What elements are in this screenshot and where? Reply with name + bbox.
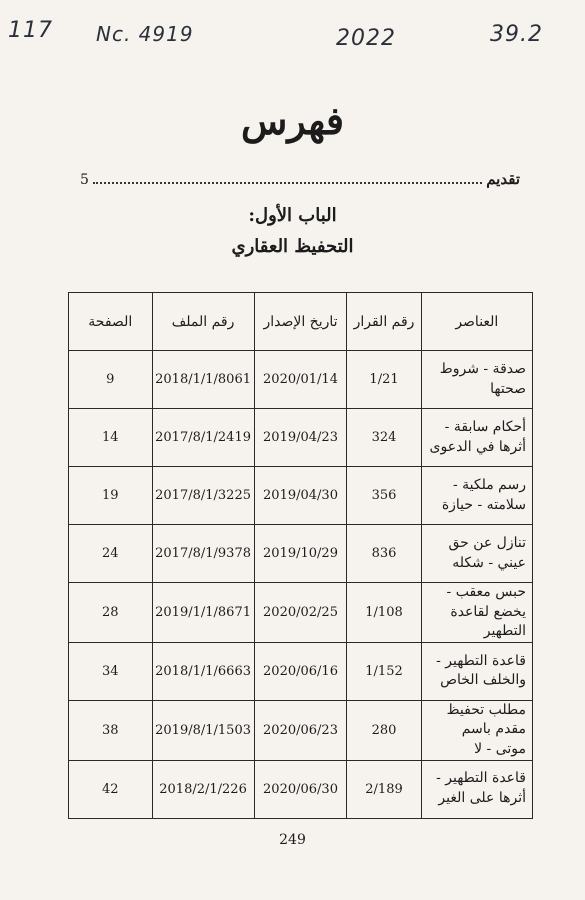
index-table xyxy=(68,292,533,819)
cell-decision: 2/189 xyxy=(347,760,421,818)
chapter-subject: التحفيظ العقاري xyxy=(231,236,354,257)
cell-element: مطلب تحفيظ مقدم باسم موتى - لا xyxy=(421,700,532,760)
handwritten-number: 39.2 xyxy=(490,22,543,47)
chapter-heading: الباب الأول: xyxy=(248,205,337,226)
table-row xyxy=(69,642,533,700)
intro-page: 5 xyxy=(80,172,89,188)
cell-page: 38 xyxy=(69,700,153,760)
cell-page: 34 xyxy=(69,642,153,700)
cell-date: 2020/06/16 xyxy=(254,642,347,700)
table-row xyxy=(69,583,533,643)
cell-page: 19 xyxy=(69,467,153,525)
table-row xyxy=(69,351,533,409)
header-elements: العناصر xyxy=(421,293,532,351)
cell-file: 2018/1/1/6663 xyxy=(152,642,254,700)
handwritten-left-note: 117 xyxy=(8,18,53,43)
cell-element: قاعدة التطهير - أثرها على الغير xyxy=(421,760,532,818)
header-page: الصفحة xyxy=(69,293,153,351)
cell-date: 2020/06/30 xyxy=(254,760,347,818)
cell-page: 14 xyxy=(69,409,153,467)
table-header-row xyxy=(69,293,533,351)
intro-entry xyxy=(80,170,520,188)
cell-date: 2020/01/14 xyxy=(254,351,347,409)
header-issue-date: تاريخ الإصدار xyxy=(254,293,347,351)
cell-date: 2020/02/25 xyxy=(254,583,347,643)
table-row xyxy=(69,409,533,467)
table-row xyxy=(69,467,533,525)
cell-element: قاعدة التطهير - والخلف الخاص xyxy=(421,642,532,700)
dot-leader xyxy=(93,172,482,184)
cell-date: 2019/10/29 xyxy=(254,525,347,583)
cell-file: 2017/8/1/3225 xyxy=(152,467,254,525)
cell-date: 2020/06/23 xyxy=(254,700,347,760)
cell-file: 2019/1/1/8671 xyxy=(152,583,254,643)
cell-element: تنازل عن حق عيني - شكله xyxy=(421,525,532,583)
header-file-number: رقم الملف xyxy=(152,293,254,351)
cell-file: 2018/1/1/8061 xyxy=(152,351,254,409)
table-row xyxy=(69,760,533,818)
intro-label: تقديم xyxy=(486,170,520,188)
cell-element: أحكام سابقة - أثرها في الدعوى xyxy=(421,409,532,467)
cell-decision: 1/108 xyxy=(347,583,421,643)
cell-page: 28 xyxy=(69,583,153,643)
cell-decision: 1/21 xyxy=(347,351,421,409)
cell-element: رسم ملكية - سلامته - حيازة xyxy=(421,467,532,525)
cell-page: 9 xyxy=(69,351,153,409)
cell-file: 2017/8/1/2419 xyxy=(152,409,254,467)
cell-file: 2018/2/1/226 xyxy=(152,760,254,818)
cell-decision: 1/152 xyxy=(347,642,421,700)
cell-element: صدقة - شروط صحتها xyxy=(421,351,532,409)
cell-date: 2019/04/30 xyxy=(254,467,347,525)
cell-date: 2019/04/23 xyxy=(254,409,347,467)
cell-decision: 836 xyxy=(347,525,421,583)
table-row xyxy=(69,525,533,583)
page-number: 249 xyxy=(279,832,306,848)
table-row xyxy=(69,700,533,760)
cell-decision: 356 xyxy=(347,467,421,525)
cell-file: 2019/8/1/1503 xyxy=(152,700,254,760)
handwritten-year: 2022 xyxy=(336,26,396,51)
cell-page: 42 xyxy=(69,760,153,818)
cell-file: 2017/8/1/9378 xyxy=(152,525,254,583)
cell-decision: 280 xyxy=(347,700,421,760)
cell-decision: 324 xyxy=(347,409,421,467)
handwritten-reference: Nc. 4919 xyxy=(96,22,194,46)
header-decision-number: رقم القرار xyxy=(347,293,421,351)
cell-page: 24 xyxy=(69,525,153,583)
cell-element: حبس معقب - يخضع لقاعدة التطهير xyxy=(421,583,532,643)
page-title: فهرس xyxy=(240,98,345,143)
